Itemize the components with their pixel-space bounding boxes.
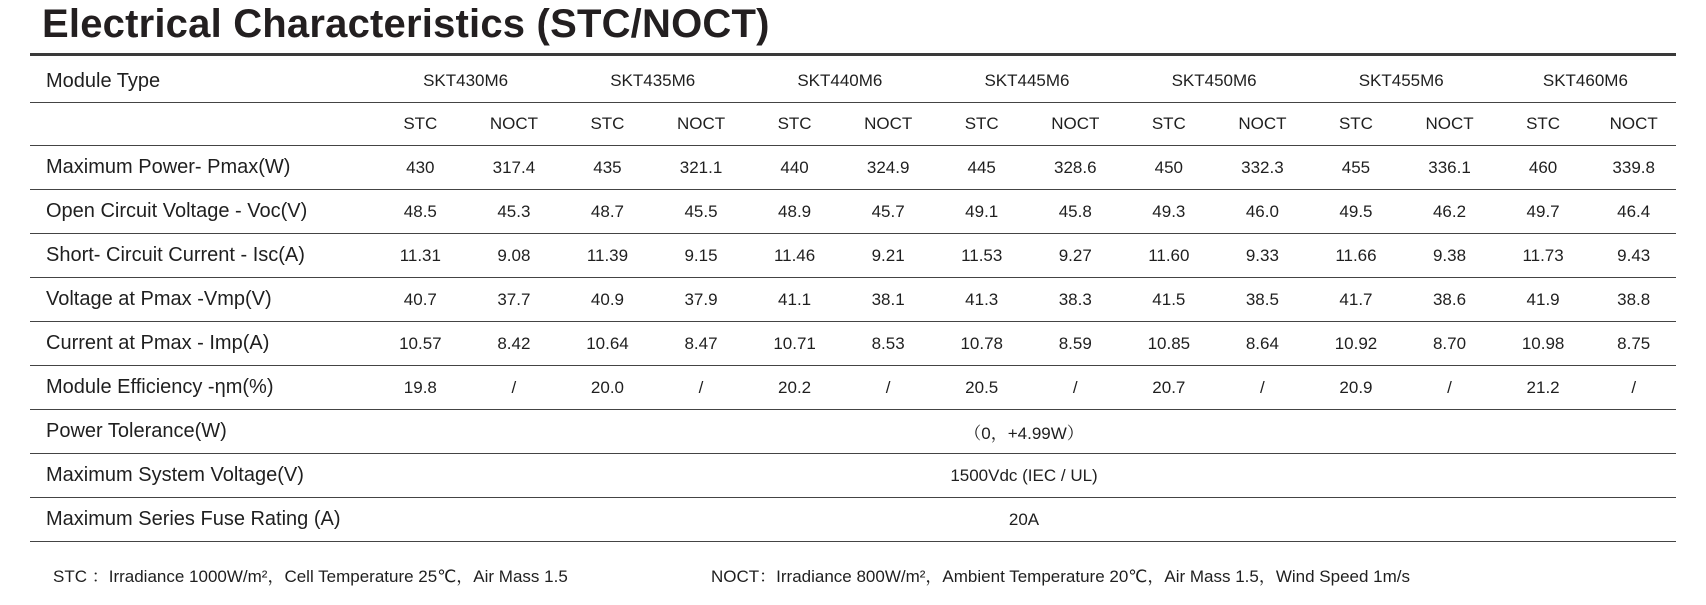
model-header: SKT460M6 [1495, 60, 1676, 103]
table-cell: / [1404, 366, 1495, 410]
stc-subheader: STC [559, 103, 656, 146]
table-cell: （0，+4.99W） [372, 410, 1676, 454]
table-cell: 41.9 [1495, 278, 1592, 322]
table-cell: 460 [1495, 146, 1592, 190]
table-row [30, 190, 1676, 234]
table-cell: 1500Vdc (IEC / UL) [372, 454, 1676, 498]
electrical-characteristics-table [30, 60, 1676, 542]
noct-subheader: NOCT [656, 103, 747, 146]
table-cell: 46.2 [1404, 190, 1495, 234]
stc-footnote: STC ：Irradiance 1000W/m²，Cell Temperature 25℃，Air Mass 1.5 [53, 567, 568, 586]
table-cell: 10.57 [372, 322, 469, 366]
table-cell: 8.42 [469, 322, 560, 366]
table-cell: 48.5 [372, 190, 469, 234]
row-label: Maximum System Voltage(V) [30, 454, 372, 498]
table-cell: 328.6 [1030, 146, 1121, 190]
stc-subheader: STC [933, 103, 1030, 146]
table-cell: 45.3 [469, 190, 560, 234]
model-header: SKT435M6 [559, 60, 746, 103]
table-cell: 19.8 [372, 366, 469, 410]
table-cell: 10.92 [1308, 322, 1405, 366]
noct-subheader: NOCT [1030, 103, 1121, 146]
model-header: SKT430M6 [372, 60, 559, 103]
table-cell: 40.7 [372, 278, 469, 322]
table-cell: 41.3 [933, 278, 1030, 322]
module-type-row [30, 60, 1676, 103]
table-cell: 41.5 [1121, 278, 1218, 322]
condition-subheader-row [30, 103, 1676, 146]
table-cell: 10.78 [933, 322, 1030, 366]
table-cell: 9.27 [1030, 234, 1121, 278]
table-cell: 11.73 [1495, 234, 1592, 278]
empty-cell [30, 103, 372, 146]
table-cell: 8.47 [656, 322, 747, 366]
table-cell: / [1591, 366, 1676, 410]
row-label: Power Tolerance(W) [30, 410, 372, 454]
table-cell: 38.5 [1217, 278, 1308, 322]
title-divider [30, 53, 1676, 56]
row-label: Voltage at Pmax -Vmp(V) [30, 278, 372, 322]
table-cell: 9.21 [843, 234, 934, 278]
table-cell: 41.1 [746, 278, 843, 322]
table-cell: 8.70 [1404, 322, 1495, 366]
table-cell: / [656, 366, 747, 410]
table-row [30, 410, 1676, 454]
page-title: Electrical Characteristics (STC/NOCT) [42, 2, 770, 46]
table-cell: 40.9 [559, 278, 656, 322]
table-cell: 49.1 [933, 190, 1030, 234]
noct-footnote: NOCT：Irradiance 800W/m²，Ambient Temperature 20℃，Air Mass 1.5，Wind Speed 1m/s [711, 567, 1411, 586]
table-cell: 324.9 [843, 146, 934, 190]
table-cell: 430 [372, 146, 469, 190]
table-cell: 9.15 [656, 234, 747, 278]
table-cell: 46.4 [1591, 190, 1676, 234]
module-type-label: Module Type [30, 60, 372, 103]
table-cell: 8.64 [1217, 322, 1308, 366]
table-cell: 11.31 [372, 234, 469, 278]
table-cell: 49.3 [1121, 190, 1218, 234]
table-cell: 435 [559, 146, 656, 190]
stc-subheader: STC [1308, 103, 1405, 146]
table-cell: 20.2 [746, 366, 843, 410]
table-row [30, 322, 1676, 366]
table-cell: 11.46 [746, 234, 843, 278]
model-header: SKT455M6 [1308, 60, 1495, 103]
table-cell: / [1217, 366, 1308, 410]
row-label: Module Efficiency -ηm(%) [30, 366, 372, 410]
table-row [30, 278, 1676, 322]
table-cell: 20A [372, 498, 1676, 542]
table-cell: 10.71 [746, 322, 843, 366]
table-cell: 450 [1121, 146, 1218, 190]
table-cell: 48.9 [746, 190, 843, 234]
table-cell: / [1030, 366, 1121, 410]
row-label: Open Circuit Voltage - Voc(V) [30, 190, 372, 234]
table-cell: 9.33 [1217, 234, 1308, 278]
stc-subheader: STC [1495, 103, 1592, 146]
table-cell: 37.7 [469, 278, 560, 322]
table-cell: 20.0 [559, 366, 656, 410]
table-cell: 455 [1308, 146, 1405, 190]
table-cell: 440 [746, 146, 843, 190]
table-cell: 321.1 [656, 146, 747, 190]
table-cell: 445 [933, 146, 1030, 190]
table-cell: 11.66 [1308, 234, 1405, 278]
row-label: Short- Circuit Current - Isc(A) [30, 234, 372, 278]
table-cell: 37.9 [656, 278, 747, 322]
table-row [30, 366, 1676, 410]
noct-subheader: NOCT [1591, 103, 1676, 146]
stc-subheader: STC [746, 103, 843, 146]
stc-subheader: STC [372, 103, 469, 146]
row-label: Current at Pmax - Imp(A) [30, 322, 372, 366]
table-cell: 9.43 [1591, 234, 1676, 278]
row-label: Maximum Power- Pmax(W) [30, 146, 372, 190]
table-cell: 332.3 [1217, 146, 1308, 190]
noct-subheader: NOCT [469, 103, 560, 146]
table-cell: 9.08 [469, 234, 560, 278]
table-cell: 339.8 [1591, 146, 1676, 190]
stc-subheader: STC [1121, 103, 1218, 146]
table-cell: 21.2 [1495, 366, 1592, 410]
table-cell: 11.53 [933, 234, 1030, 278]
noct-subheader: NOCT [1404, 103, 1495, 146]
table-cell: 20.7 [1121, 366, 1218, 410]
table-cell: / [469, 366, 560, 410]
table-cell: 41.7 [1308, 278, 1405, 322]
table-cell: 10.85 [1121, 322, 1218, 366]
table-cell: 38.8 [1591, 278, 1676, 322]
table-row [30, 498, 1676, 542]
table-cell: 20.9 [1308, 366, 1405, 410]
table-cell: 49.5 [1308, 190, 1405, 234]
table-cell: 48.7 [559, 190, 656, 234]
table-cell: 317.4 [469, 146, 560, 190]
model-header: SKT445M6 [933, 60, 1120, 103]
table-cell: 38.3 [1030, 278, 1121, 322]
table-row [30, 146, 1676, 190]
model-header: SKT440M6 [746, 60, 933, 103]
model-header: SKT450M6 [1121, 60, 1308, 103]
table-cell: 10.98 [1495, 322, 1592, 366]
table-cell: 45.5 [656, 190, 747, 234]
table-row [30, 454, 1676, 498]
noct-subheader: NOCT [1217, 103, 1308, 146]
table-cell: 49.7 [1495, 190, 1592, 234]
table-cell: 8.75 [1591, 322, 1676, 366]
noct-subheader: NOCT [843, 103, 934, 146]
table-cell: 336.1 [1404, 146, 1495, 190]
table-cell: / [843, 366, 934, 410]
table-cell: 8.53 [843, 322, 934, 366]
table-cell: 45.7 [843, 190, 934, 234]
table-cell: 45.8 [1030, 190, 1121, 234]
table-cell: 9.38 [1404, 234, 1495, 278]
row-label: Maximum Series Fuse Rating (A) [30, 498, 372, 542]
table-cell: 38.1 [843, 278, 934, 322]
table-cell: 11.60 [1121, 234, 1218, 278]
table-row [30, 234, 1676, 278]
table-cell: 8.59 [1030, 322, 1121, 366]
table-cell: 20.5 [933, 366, 1030, 410]
table-cell: 38.6 [1404, 278, 1495, 322]
table-cell: 10.64 [559, 322, 656, 366]
table-cell: 11.39 [559, 234, 656, 278]
table-cell: 46.0 [1217, 190, 1308, 234]
